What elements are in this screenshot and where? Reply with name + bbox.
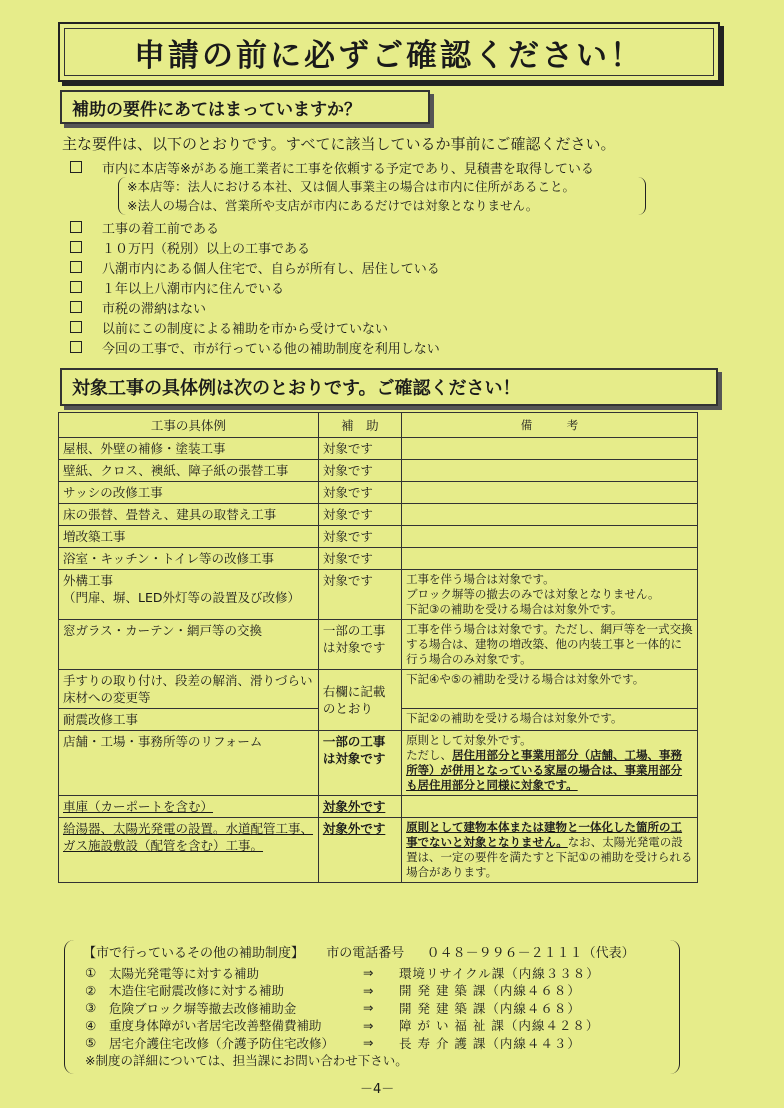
requirement-item: 工事の着工前である: [70, 217, 646, 237]
requirement-list: [70, 157, 646, 357]
table-row: 店舗・工場・事務所等のリフォーム 一部の工事は対象です 原則として対象外です。 ただし、居住用部分と事業用部分（店舗、工場、事務所等）が併用となっている家屋の場合は、事業用部分も居住用部分と同様に対象です。: [59, 731, 698, 796]
page-title: 申請の前に必ずご確認ください！: [134, 37, 644, 74]
phone-number: ０４８－９９６－２１１１（代表）: [426, 946, 635, 961]
list-item: ③ 危険ブロック塀等撤去改修補助金 ⇒ 開 発 建 築 課（内線４６８）: [85, 1000, 581, 1016]
column-header: 補 助: [318, 413, 401, 438]
other-footer: ※制度の詳細については、担当課にお問い合わせ下さい。: [85, 1053, 408, 1069]
table-row: 屋根、外壁の補修・塗装工事 対象です: [59, 438, 698, 460]
requirement-item: １０万円（税別）以上の工事である: [70, 237, 646, 257]
table-row: 壁紙、クロス、襖紙、障子紙の張替工事 対象です: [59, 460, 698, 482]
checkbox[interactable]: [70, 161, 82, 173]
checkbox[interactable]: [70, 301, 82, 313]
checkbox[interactable]: [70, 261, 82, 273]
column-header: 備 考: [402, 413, 698, 438]
checkbox[interactable]: [70, 321, 82, 333]
table-row: 窓ガラス・カーテン・網戸等の交換 一部の工事は対象です 工事を伴う場合は対象です。ただし、網戸等を一式交換する場合は、建物の増改築、他の内装工事と一体的に行う場合のみ対象です。: [59, 620, 698, 670]
arrow-icon: ⇒: [363, 1017, 374, 1033]
table-row: 手すりの取り付け、段差の解消、滑りづらい床材への変更等 右欄に記載のとおり 下記④や⑤の補助を受ける場合は対象外です。: [59, 670, 698, 709]
phone-label: 市の電話番号: [326, 946, 405, 961]
requirement-item: 市内に本店等※がある施工業者に工事を依頼する予定であり、見積書を取得している: [70, 157, 646, 177]
checkbox[interactable]: [70, 221, 82, 233]
requirement-item: 市税の滞納はない: [70, 297, 646, 317]
requirement-item: 八潮市内にある個人住宅で、自らが所有し、居住している: [70, 257, 646, 277]
checkbox[interactable]: [70, 341, 82, 353]
table-row: 耐震改修工事 下記②の補助を受ける場合は対象外です。: [59, 709, 698, 731]
works-table: [58, 412, 698, 883]
table-row: 浴室・キッチン・トイレ等の改修工事 対象です: [59, 548, 698, 570]
title-box: [58, 22, 720, 82]
section1-intro: 主な要件は、以下のとおりです。すべてに該当しているか事前にご確認ください。: [62, 135, 616, 153]
table-row: 車庫（カーポートを含む） 対象外です: [59, 796, 698, 818]
column-header: 工事の具体例: [59, 413, 319, 438]
table-row: 増改築工事 対象です: [59, 526, 698, 548]
table-row: 外構工事 （門扉、塀、LED外灯等の設置及び改修） 対象です 工事を伴う場合は対象です。 ブロック塀等の撤去のみでは対象となりません。 下記③の補助を受ける場合は対象外です。: [59, 570, 698, 620]
arrow-icon: ⇒: [363, 1000, 374, 1016]
arrow-icon: ⇒: [363, 965, 374, 981]
page-number: －4－: [360, 1082, 395, 1097]
table-row: サッシの改修工事 対象です: [59, 482, 698, 504]
arrow-icon: ⇒: [363, 982, 374, 998]
requirement-item: 以前にこの制度による補助を市から受けていない: [70, 317, 646, 337]
section1-heading: 補助の要件にあてはまっていますか？: [60, 90, 430, 124]
requirement-note: ※本店等：法人における本社、又は個人事業主の場合は市内に住所があること。 ※法人の場合は、営業所や支店が市内にあるだけでは対象となりません。: [118, 177, 646, 215]
table-row: 床の張替、畳替え、建具の取替え工事 対象です: [59, 504, 698, 526]
section2-heading: 対象工事の具体例は次のとおりです。ご確認ください！: [60, 368, 718, 406]
list-item: ⑤ 居宅介護住宅改修（介護予防住宅改修） ⇒ 長 寿 介 護 課（内線４４３）: [85, 1035, 581, 1051]
list-item: ④ 重度身体障がい者居宅改善整備費補助 ⇒ 障 が い 福 祉 課（内線４２８）: [85, 1017, 600, 1034]
requirement-item: １年以上八潮市内に住んでいる: [70, 277, 646, 297]
other-list: [85, 964, 600, 1069]
table-row: 給湯器、太陽光発電の設置。水道配管工事、ガス施設敷設（配管を含む）工事。 対象外です 原則として建物本体または建物と一体化した箇所の工事でないと対象となりません。なお、太陽光発電の設置は、一定の要件を満たすと下記①の補助を受けられる場合があります。: [59, 818, 698, 883]
list-item: ② 木造住宅耐震改修に対する補助 ⇒ 開 発 建 築 課（内線４６８）: [85, 982, 581, 999]
checkbox[interactable]: [70, 281, 82, 293]
other-heading: 【市で行っているその他の補助制度】: [83, 946, 305, 961]
table-header-row: [59, 413, 698, 438]
arrow-icon: ⇒: [363, 1035, 374, 1051]
list-item: ① 太陽光発電等に対する補助 ⇒ 環境リサイクル課（内線３３８）: [85, 965, 600, 981]
checkbox[interactable]: [70, 241, 82, 253]
other-subsidies-box: [64, 940, 680, 1074]
requirement-item: 今回の工事で、市が行っている他の補助制度を利用しない: [70, 337, 646, 357]
